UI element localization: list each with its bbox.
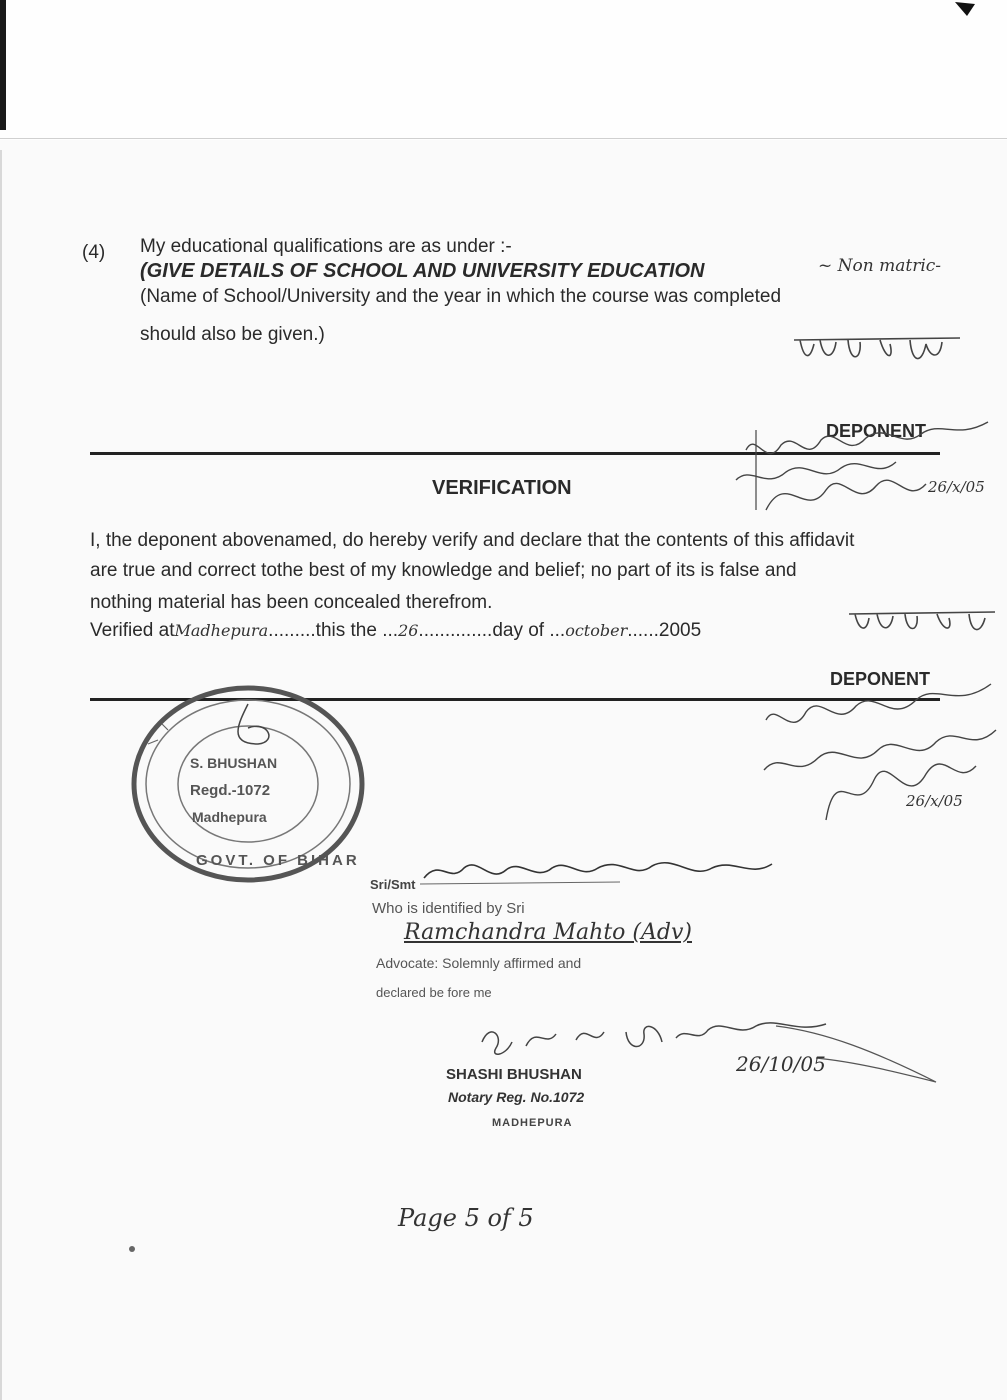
seal-govt: GOVT. OF BIHAR (196, 852, 360, 869)
seal-name: S. BHUSHAN (190, 755, 278, 771)
hindi-signature-2 (845, 604, 1005, 640)
handwritten-notary-date: 26/10/05 (736, 1052, 826, 1076)
section-line-3: (Name of School/University and the year in which the course was completed (140, 286, 782, 307)
handwritten-day: 26 (398, 621, 419, 640)
deponent-label-2: DEPONENT (830, 669, 931, 689)
stamp-line-4: declared be fore me (376, 985, 492, 1000)
paper-edge (0, 138, 1007, 139)
verified-at-label: Verified at (90, 620, 175, 641)
section-number: (4) (82, 242, 106, 263)
handwritten-place: Madhepura (174, 621, 269, 640)
section-line-1: My educational qualifications are as under :- (140, 236, 512, 257)
handwritten-identification-2 (756, 670, 1006, 830)
stamp-notary-name: SHASHI BHUSHAN (446, 1066, 582, 1083)
seal-place: Madhepura (192, 809, 267, 825)
stamp-line-3: Advocate: Solemnly affirmed and (376, 955, 582, 971)
handwritten-identifier: Ramchandra Mahto (Adv) (404, 920, 692, 945)
seal-regd: Regd.-1072 (190, 782, 271, 799)
deponent-label-1: DEPONENT (826, 421, 927, 441)
stamp-line-2: Who is identified by Sri (372, 900, 525, 917)
handwritten-month: october (565, 621, 628, 640)
handwritten-non-matric: ~ Non matric- (818, 256, 942, 276)
section-line-4: should also be given.) (140, 324, 325, 345)
scan-top-margin (0, 0, 1007, 140)
handwritten-date-2: 26/x/05 (906, 792, 963, 810)
stamp-notary-place: MADHEPURA (492, 1117, 573, 1129)
speck (128, 1244, 136, 1254)
dots-b: ..............day of ... (418, 620, 566, 641)
stamp-notary-reg: Notary Reg. No.1072 (448, 1089, 585, 1105)
scan-edge-mark (0, 0, 6, 130)
verification-line-2: are true and correct tothe best of my knowledge and belief; no part of its is false and (90, 560, 797, 581)
corner-mark (953, 0, 977, 18)
handwritten-identification-1 (726, 410, 996, 520)
verification-line-1: I, the deponent abovenamed, do hereby verify and declare that the contents of this affidavit (90, 530, 855, 551)
dots-c: ......2005 (627, 620, 702, 641)
scan-edge-shadow (0, 150, 2, 1400)
handwritten-date-1: 26/x/05 (928, 478, 985, 496)
dots-a: .........this the ... (268, 620, 399, 641)
stamp-line-1: Sri/Smt (370, 877, 416, 892)
hindi-signature-1 (790, 330, 970, 370)
verification-line-4 (90, 620, 701, 642)
handwritten-page-number: Page 5 of 5 (398, 1204, 534, 1232)
handwritten-deponent-name (420, 850, 780, 890)
verification-heading: VERIFICATION (432, 477, 572, 499)
section-line-2: (GIVE DETAILS OF SCHOOL AND UNIVERSITY EDUCATION (140, 260, 705, 282)
verification-line-3: nothing material has been concealed therefrom. (90, 592, 493, 613)
